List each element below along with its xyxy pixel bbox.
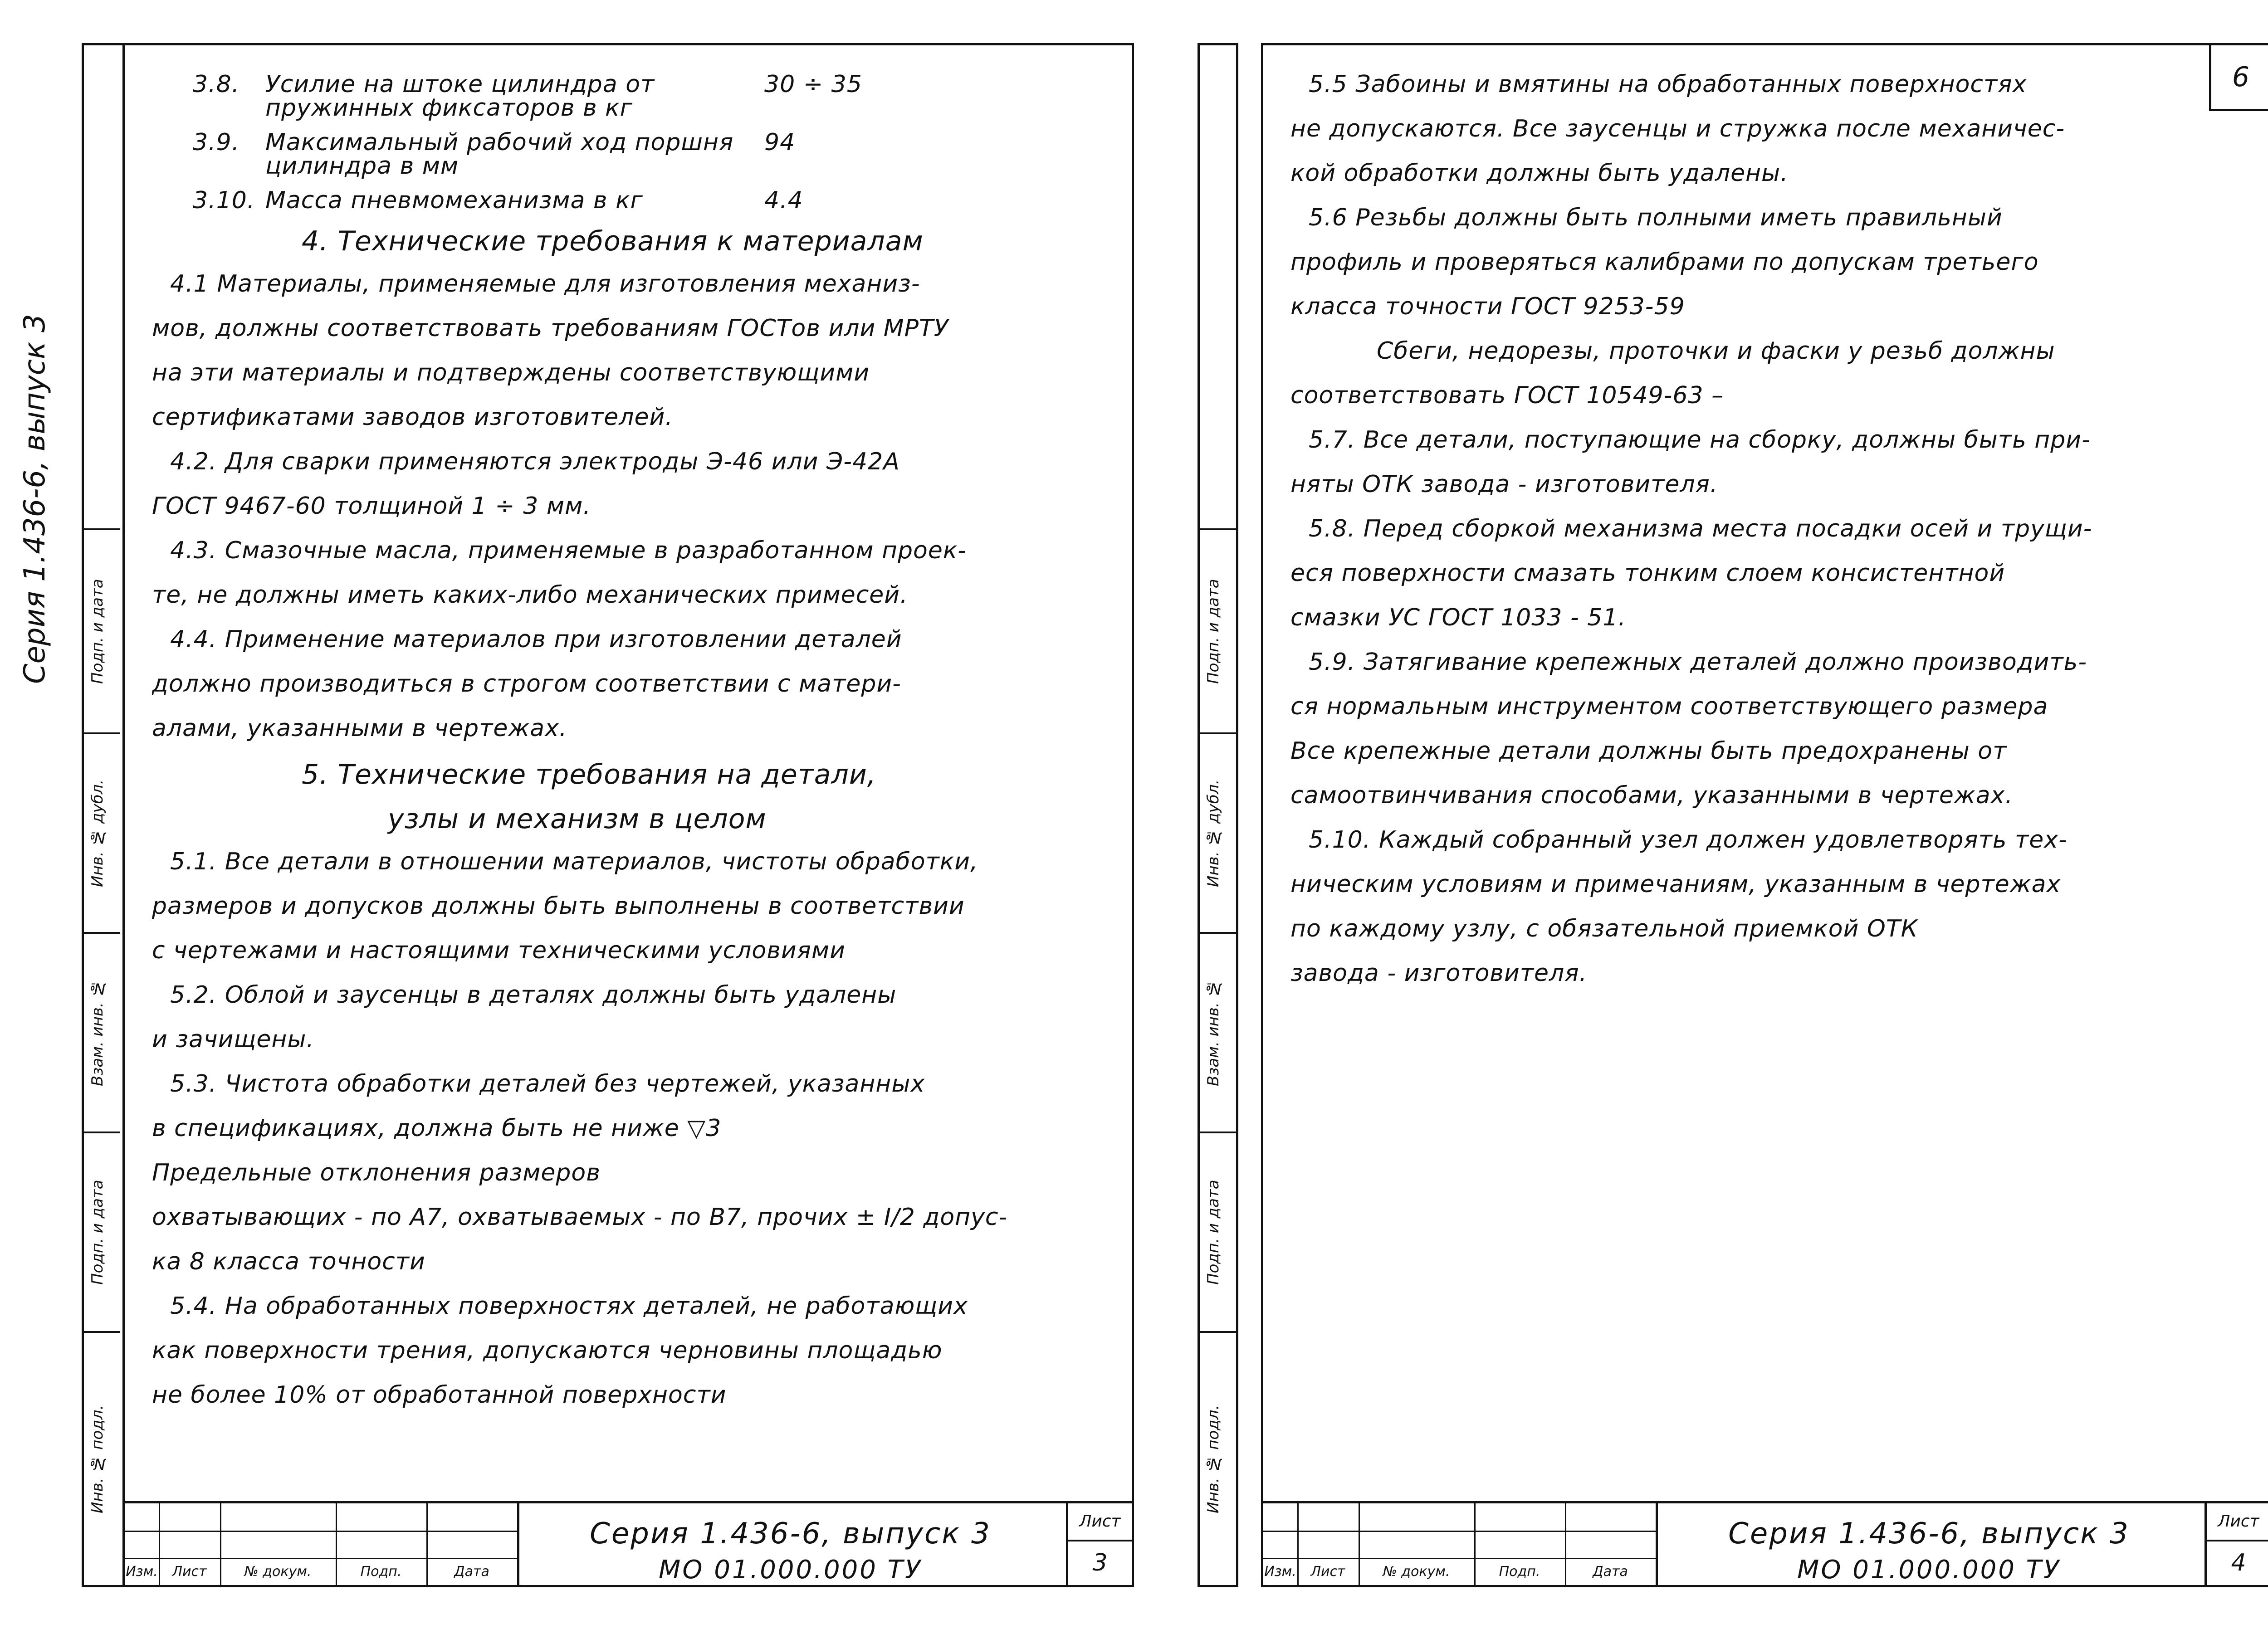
text-line: завода - изготовителя. bbox=[1290, 961, 1588, 987]
param-text: Усилие на штоке цилиндра от пружинных фиксаторов в кг bbox=[265, 71, 655, 122]
section-heading: 5. Технические требования на детали, bbox=[302, 761, 876, 790]
stamp-cell bbox=[84, 1331, 120, 1585]
text-line: Все крепежные детали должны быть предохранены от bbox=[1290, 739, 2007, 765]
left-paragraphs bbox=[152, 228, 1109, 1428]
stamp-cell bbox=[84, 932, 120, 1132]
revision-header: Дата bbox=[454, 1563, 489, 1580]
revision-headers bbox=[1263, 1558, 1656, 1585]
text-line: смазки УС ГОСТ 1033 - 51. bbox=[1290, 606, 1626, 631]
revision-header: Дата bbox=[1593, 1563, 1628, 1580]
text-line: 4.3. Смазочные масла, применяемые в разработанном проек- bbox=[170, 539, 967, 564]
text-line: кой обработки должны быть удалены. bbox=[1290, 161, 1789, 187]
sheet-label: Лист bbox=[1068, 1503, 1132, 1541]
text-line: 4.1 Материалы, применяемые для изготовления механиз- bbox=[170, 272, 920, 298]
sheet-number: 4 bbox=[2231, 1549, 2246, 1576]
left-page bbox=[122, 43, 1134, 1587]
revision-header: Подп. bbox=[1499, 1563, 1540, 1580]
text-line: в спецификациях, должна быть не ниже ▽3 bbox=[152, 1117, 722, 1142]
doc-code: МО 01.000.000 ТУ bbox=[1797, 1555, 2061, 1585]
text-line: ка 8 класса точности bbox=[152, 1250, 425, 1275]
stamp-label: Взам. инв. № bbox=[88, 979, 107, 1086]
text-line: охватывающих - по А7, охватываемых - по В7, прочих ± I/2 допус- bbox=[152, 1205, 1008, 1231]
right-sheet-box bbox=[2204, 1503, 2268, 1585]
revision-header: Подп. bbox=[360, 1563, 402, 1580]
left-sheet-box bbox=[1066, 1503, 1132, 1585]
text-line: Предельные отклонения размеров bbox=[152, 1161, 601, 1186]
text-line: 5.8. Перед сборкой механизма места посадки осей и трущи- bbox=[1309, 517, 2092, 542]
param-value: 30 ÷ 35 bbox=[764, 71, 862, 98]
param-text: Масса пневмомеханизма в кг bbox=[265, 187, 643, 214]
stamp-cell bbox=[84, 732, 120, 932]
stamp-label: Подп. и дата bbox=[1204, 1180, 1222, 1285]
stamp-label: Инв. № подл. bbox=[88, 1405, 107, 1513]
revision-header: № докум. bbox=[244, 1563, 312, 1580]
revision-grid bbox=[1263, 1503, 1658, 1585]
section-heading: 4. Технические требования к материалам bbox=[302, 228, 924, 257]
stamp-label: Подп. и дата bbox=[88, 1180, 107, 1285]
doc-series: Серия 1.436-6, выпуск 3 bbox=[1728, 1517, 2130, 1551]
param-value: 4.4 bbox=[764, 187, 803, 214]
text-line: 5.1. Все детали в отношении материалов, чистоты обработки, bbox=[170, 850, 978, 875]
series-vertical-label: Серия 1.436-6, выпуск 3 bbox=[18, 314, 52, 684]
stamp-cell bbox=[1200, 528, 1236, 732]
stamp-label: Взам. инв. № bbox=[1204, 979, 1222, 1086]
left-title-block bbox=[125, 1501, 1132, 1585]
param-number: 3.10. bbox=[193, 187, 255, 214]
text-line: на эти материалы и подтверждены соответствующими bbox=[152, 361, 870, 386]
left-stamp-strip bbox=[82, 43, 122, 1587]
text-line: ническим условиям и примечаниям, указанным в чертежах bbox=[1290, 873, 2061, 898]
stamp-cell bbox=[84, 528, 120, 732]
section-heading: узлы и механизм в целом bbox=[388, 805, 767, 835]
param-number: 3.9. bbox=[193, 129, 240, 156]
stamp-label: Подп. и дата bbox=[1204, 579, 1222, 684]
left-text-block bbox=[152, 73, 1109, 1428]
right-stamp-strip bbox=[1198, 43, 1238, 1587]
param-value: 94 bbox=[764, 129, 796, 156]
text-line: 5.9. Затягивание крепежных деталей должно производить- bbox=[1309, 650, 2087, 676]
params-table bbox=[152, 73, 1109, 228]
left-title-main bbox=[522, 1503, 1059, 1585]
text-line: 5.5 Забоины и вмятины на обработанных поверхностях bbox=[1309, 73, 2027, 98]
text-line: 5.2. Облой и заусенцы в деталях должны быть удалены bbox=[170, 983, 897, 1009]
text-line: 5.4. На обработанных поверхностях деталей, не работающих bbox=[170, 1294, 968, 1320]
text-line: и зачищены. bbox=[152, 1028, 314, 1053]
right-title-block bbox=[1263, 1501, 2268, 1585]
text-line: не допускаются. Все заусенцы и стружка после механичес- bbox=[1290, 117, 2065, 142]
text-line: должно производиться в строгом соответствии с матери- bbox=[152, 672, 901, 697]
doc-code: МО 01.000.000 ТУ bbox=[659, 1555, 922, 1585]
stamp-cell bbox=[1200, 932, 1236, 1132]
revision-grid bbox=[125, 1503, 519, 1585]
stamp-cell bbox=[1200, 1132, 1236, 1331]
text-line: ГОСТ 9467-60 толщиной 1 ÷ 3 мм. bbox=[152, 494, 591, 520]
stamp-label: Инв. № дубл. bbox=[1204, 779, 1222, 887]
text-line: еся поверхности смазать тонким слоем консистентной bbox=[1290, 561, 2005, 587]
text-line: алами, указанными в чертежах. bbox=[152, 717, 567, 742]
right-paragraphs bbox=[1290, 73, 2175, 1006]
param-row bbox=[152, 189, 1109, 228]
stamp-cell bbox=[1200, 1331, 1236, 1585]
text-line: 5.7. Все детали, поступающие на сборку, должны быть при- bbox=[1309, 428, 2091, 454]
text-line: ся нормальным инструментом соответствующего размера bbox=[1290, 695, 2048, 720]
text-line: класса точности ГОСТ 9253-59 bbox=[1290, 295, 1685, 320]
param-row bbox=[152, 73, 1109, 131]
revision-header: № докум. bbox=[1383, 1563, 1450, 1580]
revision-header: Изм. bbox=[1264, 1563, 1296, 1580]
text-line: сертификатами заводов изготовителей. bbox=[152, 405, 673, 431]
param-number: 3.8. bbox=[193, 71, 240, 98]
text-line: размеров и допусков должны быть выполнены в соответствии bbox=[152, 894, 965, 920]
revision-headers bbox=[125, 1558, 517, 1585]
text-line: Сбеги, недорезы, проточки и фаски у резьб должны bbox=[1377, 339, 2055, 365]
text-line: с чертежами и настоящими техническими условиями bbox=[152, 939, 846, 964]
text-line: по каждому узлу, с обязательной приемкой ОТК bbox=[1290, 917, 1918, 942]
stamp-cell bbox=[84, 1132, 120, 1331]
param-row bbox=[152, 131, 1109, 189]
text-line: 5.6 Резьбы должны быть полными иметь правильный bbox=[1309, 206, 2003, 231]
revision-header: Лист bbox=[172, 1563, 207, 1580]
right-title-main bbox=[1660, 1503, 2198, 1585]
doc-series: Серия 1.436-6, выпуск 3 bbox=[590, 1517, 991, 1551]
text-line: как поверхности трения, допускаются черновины площадью bbox=[152, 1339, 943, 1364]
text-line: 4.2. Для сварки применяются электроды Э-46 или Э-42А bbox=[170, 450, 900, 475]
text-line: мов, должны соответствовать требованиям ГОСТов или МРТУ bbox=[152, 317, 949, 342]
revision-header: Изм. bbox=[126, 1563, 158, 1580]
text-line: самоотвинчивания способами, указанными в чертежах. bbox=[1290, 784, 2013, 809]
text-line: 5.10. Каждый собранный узел должен удовлетворять тех- bbox=[1309, 828, 2068, 854]
text-line: няты ОТК завода - изготовителя. bbox=[1290, 473, 1718, 498]
right-text-block bbox=[1290, 73, 2175, 1006]
text-line: не более 10% от обработанной поверхности bbox=[152, 1383, 727, 1409]
right-page bbox=[1261, 43, 2268, 1587]
page-number-tab: 6 bbox=[2209, 43, 2268, 111]
param-text: Максимальный рабочий ход поршня цилиндра в мм bbox=[265, 129, 734, 180]
stamp-label: Подп. и дата bbox=[88, 579, 107, 684]
stamp-label: Инв. № дубл. bbox=[88, 779, 107, 887]
sheet-number: 3 bbox=[1092, 1549, 1108, 1576]
text-line: профиль и проверяться калибрами по допускам третьего bbox=[1290, 250, 2039, 276]
revision-header: Лист bbox=[1310, 1563, 1345, 1580]
text-line: те, не должны иметь каких-либо механических примесей. bbox=[152, 583, 908, 609]
text-line: соответствовать ГОСТ 10549-63 – bbox=[1290, 384, 1724, 409]
sheet-label: Лист bbox=[2207, 1503, 2268, 1541]
stamp-label: Инв. № подл. bbox=[1204, 1405, 1222, 1513]
text-line: 5.3. Чистота обработки деталей без чертежей, указанных bbox=[170, 1072, 925, 1097]
text-line: 4.4. Применение материалов при изготовлении деталей bbox=[170, 628, 902, 653]
stamp-cell bbox=[1200, 732, 1236, 932]
